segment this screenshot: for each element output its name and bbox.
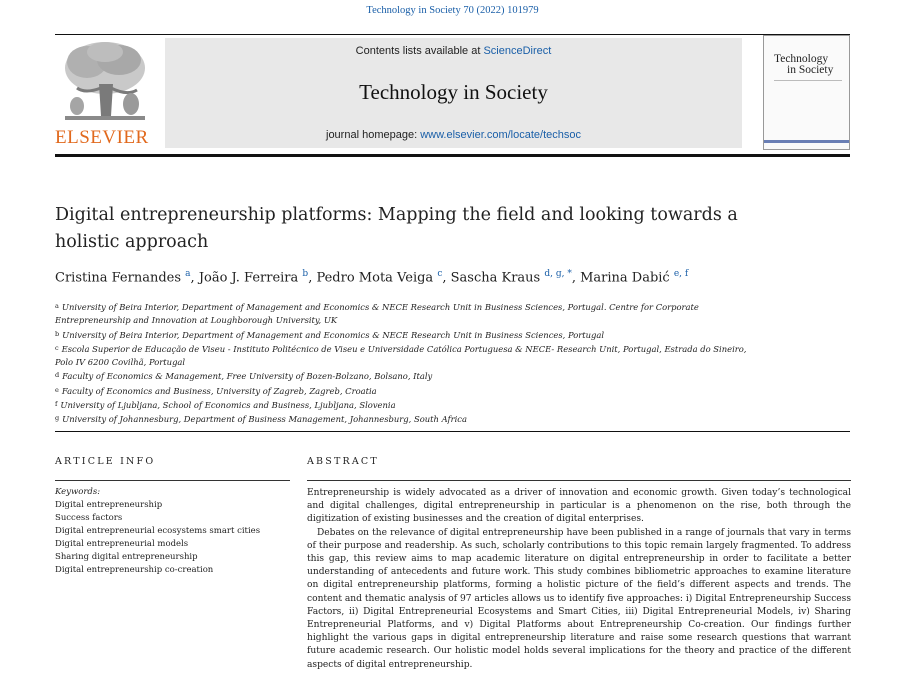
keywords-block [55,486,290,577]
author-affil-ref[interactable]: a [185,269,191,279]
cover-title-line1: Technology [774,53,829,65]
affiliation-text: Faculty of Economics and Business, University of Zagreb, Zagreb, Croatia [61,385,377,396]
affiliation-key: d [55,371,60,380]
keyword-item[interactable]: Digital entrepreneurial ecosystems smart cities [55,526,261,536]
author-name[interactable]: Pedro Mota Veiga [316,270,434,286]
affiliation-key: a [55,302,59,310]
abstract-heading: ABSTRACT [307,456,379,467]
cover-strip [764,140,849,143]
affiliation-list [55,300,755,427]
affiliation-text: University of Ljubljana, School of Economics and Business, Ljubljana, Slovenia [60,400,396,411]
author-separator: , [442,270,451,286]
article-info-heading: ARTICLE INFO [55,456,156,467]
author-affil-ref[interactable]: e, f [673,269,689,279]
section-divider [55,431,850,432]
affiliation-key: e [55,385,59,394]
contents-line [165,45,742,57]
affiliation-item [55,369,755,383]
elsevier-tree-icon [55,38,155,126]
cover-title-line2: in Society [787,64,834,76]
author-affil-ref[interactable]: d, g, * [544,269,572,279]
author-affil-ref[interactable]: b [302,269,309,279]
keyword-item[interactable]: Digital entrepreneurial models [55,539,189,549]
elsevier-logo[interactable] [55,38,155,148]
elsevier-wordmark: ELSEVIER [55,127,149,148]
header-top-rule [55,34,850,35]
affiliation-text: Faculty of Economics & Management, Free University of Bozen-Bolzano, Bolsano, Italy [62,371,433,382]
article-title: Digital entrepreneurship platforms: Mapping the field and looking towards a holistic approach [55,205,738,252]
journal-cover-thumbnail[interactable] [763,35,850,150]
affiliation-item [55,398,755,412]
abstract-paragraph: Entrepreneurship is widely advocated as a driver of innovation and economic growth. Given today’s technological and digital challenges, digital entrepreneurship in particular is a phenomenon on the rise, both through the digitization of existing businesses and the creation of digital enterprises. [307,488,851,525]
affiliation-item [55,300,755,328]
author-affil-ref[interactable]: c [437,269,443,279]
affiliation-key: b [55,329,60,338]
abstract-rule [307,480,851,481]
author-name[interactable]: Sascha Kraus [450,270,541,286]
keyword-item[interactable]: Digital entrepreneurship [55,500,163,510]
abstract-paragraph: Debates on the relevance of digital entrepreneurship have been published in a range of journals that vary in terms of their purpose and readership. As such, scholarly contributions to this topic remain largely fragmented. To address this gap, this review aims to map academic literature on digital entrepreneurship in order to facilitate a better understanding of antecedents and future work. This study combines bibliometric approaches to examine literature on digital entrepreneurship platforms, forming a holistic picture of the field’s different aspects and trends. The content and thematic analysis of 97 articles allows us to identify five approaches: i) Digital Entrepreneurship Success Factors, ii) Digital Entrepreneurial Ecosystems and Smart Cities, iii) Digital Entrepreneurial Models, iv) Sharing Entrepreneurial Platforms, and v) Digital Platforms about Entrepreneurship Co-creation. Our findings further highlight the various gaps in digital entrepreneurship literature and raise some research questions that warrant future academic research. Our holistic model holds several implications for the theory and practice of the different aspects of digital entrepreneurship. [307,527,851,670]
sciencedirect-link[interactable]: ScienceDirect [483,45,552,57]
author-name[interactable]: Cristina Fernandes [55,270,182,286]
keywords-label: Keywords: [55,487,101,497]
affiliation-text: Escola Superior de Educação de Viseu - Instituto Politécnico de Viseu e Universidade Católica Portuguesa & NECE- Research Unit, Portugal, Estrada do Sineiro, Polo IV 6200 Covilhã, Portugal [55,343,747,368]
affiliation-item [55,384,755,398]
contents-prefix: Contents lists available at [355,45,484,57]
author-list [55,269,850,285]
journal-masthead [165,38,742,148]
author-separator: , [190,270,199,286]
affiliation-text: University of Beira Interior, Department of Management and Economics & NECE Research Unit in Business Sciences, Portugal [62,329,605,340]
article-info-rule [55,480,290,481]
affiliation-text: University of Beira Interior, Department of Management and Economics & NECE Research Unit in Business Sciences, Portugal. Centre for Corporate Entrepreneurship and Innovation at Loughborough University, UK [55,302,699,326]
journal-title: Technology in Society [359,80,548,104]
affiliation-item [55,412,755,426]
journal-homepage-link[interactable]: www.elsevier.com/locate/techsoc [420,129,581,141]
keyword-item[interactable]: Success factors [55,513,123,523]
author-separator: , [571,270,581,286]
keyword-item[interactable]: Digital entrepreneurship co-creation [55,565,214,575]
homepage-prefix: journal homepage: [326,129,421,141]
header-bottom-rule [55,154,850,157]
affiliation-key: f [55,400,58,409]
homepage-line [165,129,742,141]
author-name[interactable]: João J. Ferreira [198,270,299,286]
affiliation-item [55,342,755,370]
journal-citation[interactable]: Technology in Society 70 (2022) 101979 [366,5,539,16]
keyword-item[interactable]: Sharing digital entrepreneurship [55,552,198,562]
cover-title [774,54,846,76]
abstract-body [307,487,851,672]
affiliation-item [55,328,755,342]
author-separator: , [308,270,317,286]
affiliation-text: University of Johannesburg, Department of Business Management, Johannesburg, South Africa [62,414,467,425]
author-name[interactable]: Marina Dabić [580,270,670,286]
cover-divider [774,80,842,81]
affiliation-key: g [55,414,60,423]
affiliation-key: c [55,343,59,352]
